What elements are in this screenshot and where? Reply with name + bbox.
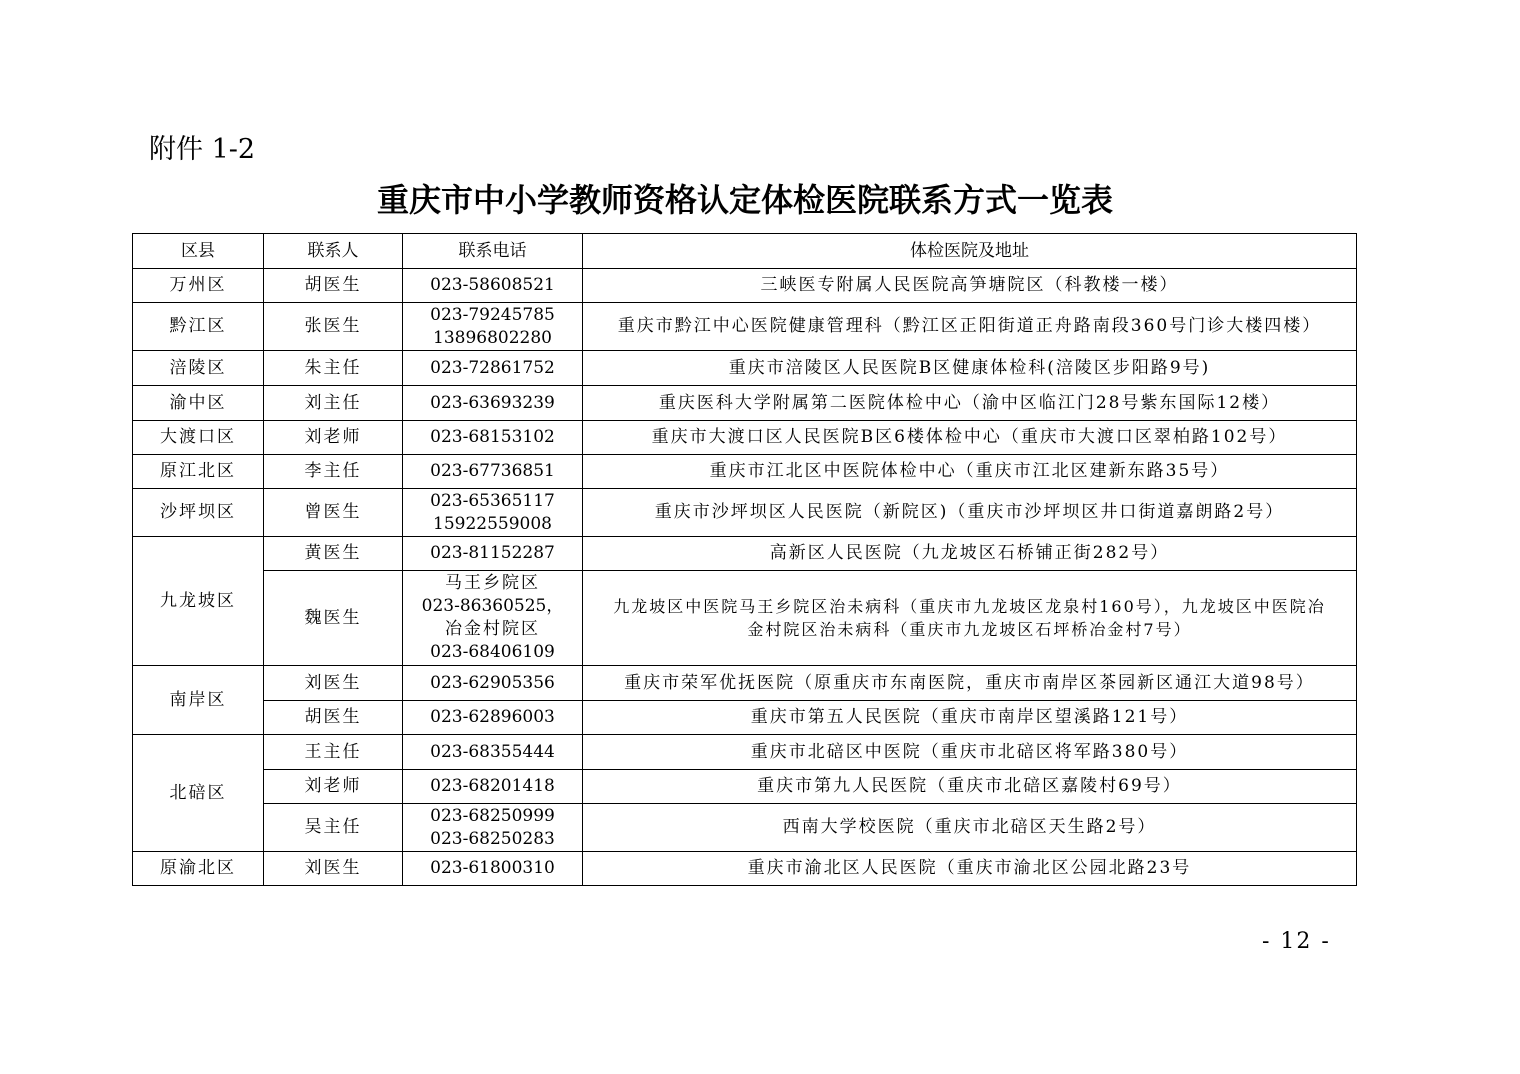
table-row [133,489,1357,537]
contact-cell: 张医生 [264,303,403,351]
phone-cell: 023-67736851 [403,455,583,489]
district-cell: 北碚区 [133,735,264,852]
district-cell: 原渝北区 [133,852,264,886]
contact-cell: 曾医生 [264,489,403,537]
contact-cell: 刘老师 [264,770,403,804]
phone-cell: 023-61800310 [403,852,583,886]
contact-cell: 胡医生 [264,701,403,735]
hospital-cell: 重庆市涪陵区人民医院B区健康体检科(涪陵区步阳路9号) [583,351,1357,386]
contact-cell: 刘老师 [264,421,403,455]
hospital-cell: 重庆医科大学附属第二医院体检中心（渝中区临江门28号紫东国际12楼） [583,386,1357,421]
phone-line: 马王乡院区 [445,573,540,593]
hospital-cell: 重庆市第九人民医院（重庆市北碚区嘉陵村69号） [583,770,1357,804]
phone-cell: 023-63693239 [403,386,583,421]
phone-cell: 023-68201418 [403,770,583,804]
phone-cell: 023-81152287 [403,537,583,571]
page-title: 重庆市中小学教师资格认定体检医院联系方式一览表 [376,181,1113,219]
hospital-cell: 重庆市渝北区人民医院（重庆市渝北区公园北路23号 [583,852,1357,886]
phone-line: 13896802280 [433,327,552,348]
hospital-cell: 重庆市沙坪坝区人民医院（新院区)（重庆市沙坪坝区井口街道嘉朗路2号） [583,489,1357,537]
table-row [133,666,1357,701]
phone-line: 15922559008 [433,513,552,534]
hospital-cell: 西南大学校医院（重庆市北碚区天生路2号） [583,804,1357,852]
header-phone: 联系电话 [403,234,583,269]
district-cell: 大渡口区 [133,421,264,455]
table-row [133,735,1357,770]
table-row [133,455,1357,489]
attachment-label: 附件 1-2 [149,134,256,165]
hospital-cell: 重庆市荣军优抚医院（原重庆市东南医院，重庆市南岸区茶园新区通江大道98号） [583,666,1357,701]
phone-cell: 023-68153102 [403,421,583,455]
district-cell: 南岸区 [133,666,264,735]
phone-line: 冶金村院区 [445,619,540,639]
hospital-cell: 三峡医专附属人民医院高笋塘院区（科教楼一楼） [583,269,1357,303]
phone-cell: 023-62905356 [403,666,583,701]
district-cell: 渝中区 [133,386,264,421]
hospital-cell: 重庆市江北区中医院体检中心（重庆市江北区建新东路35号） [583,455,1357,489]
hospital-cell [583,571,1357,666]
contact-cell: 朱主任 [264,351,403,386]
hospital-cell: 重庆市大渡口区人民医院B区6楼体检中心（重庆市大渡口区翠柏路102号） [583,421,1357,455]
phone-cell [403,571,583,666]
table-header-row [133,234,1357,269]
table-row [133,701,1357,735]
table-row [133,852,1357,886]
district-cell: 涪陵区 [133,351,264,386]
phone-cell: 023-72861752 [403,351,583,386]
contact-cell: 王主任 [264,735,403,770]
hospital-cell: 重庆市黔江中心医院健康管理科（黔江区正阳街道正舟路南段360号门诊大楼四楼） [583,303,1357,351]
table-row [133,269,1357,303]
header-district: 区县 [133,234,264,269]
phone-line: 023-68250283 [430,828,555,849]
table-row [133,386,1357,421]
table-row [133,351,1357,386]
phone-line: 023-68250999 [430,805,555,826]
phone-cell [403,804,583,852]
district-cell: 黔江区 [133,303,264,351]
table-row [133,421,1357,455]
phone-cell: 023-68355444 [403,735,583,770]
contact-cell: 吴主任 [264,804,403,852]
phone-line: 023-65365117 [430,490,555,511]
phone-line: 023-86360525， [421,596,564,616]
contact-cell: 黄医生 [264,537,403,571]
contact-cell: 刘医生 [264,852,403,886]
phone-line: 023-79245785 [430,304,555,325]
hospital-table [132,233,1357,886]
district-cell: 万州区 [133,269,264,303]
page-number: - 12 - [1262,929,1331,954]
hospital-line: 金村院区治未病科（重庆市九龙坡区石坪桥冶金村7号） [747,620,1192,639]
district-cell: 原江北区 [133,455,264,489]
header-hospital: 体检医院及地址 [583,234,1357,269]
phone-cell [403,489,583,537]
phone-cell [403,303,583,351]
hospital-line: 九龙坡区中医院马王乡院区治未病科（重庆市九龙坡区龙泉村160号），九龙坡区中医院冶 [613,597,1326,616]
hospital-cell: 高新区人民医院（九龙坡区石桥铺正街282号） [583,537,1357,571]
phone-line: 023-68406109 [430,642,555,662]
table-row [133,804,1357,852]
district-cell: 九龙坡区 [133,537,264,666]
contact-cell: 刘主任 [264,386,403,421]
hospital-cell: 重庆市北碚区中医院（重庆市北碚区将军路380号） [583,735,1357,770]
phone-cell: 023-62896003 [403,701,583,735]
district-cell: 沙坪坝区 [133,489,264,537]
contact-cell: 李主任 [264,455,403,489]
contact-cell: 胡医生 [264,269,403,303]
hospital-cell: 重庆市第五人民医院（重庆市南岸区望溪路121号） [583,701,1357,735]
header-contact: 联系人 [264,234,403,269]
table-row [133,770,1357,804]
phone-cell: 023-58608521 [403,269,583,303]
contact-cell: 魏医生 [264,571,403,666]
table-row [133,537,1357,571]
contact-cell: 刘医生 [264,666,403,701]
table-row [133,303,1357,351]
table-row [133,571,1357,666]
